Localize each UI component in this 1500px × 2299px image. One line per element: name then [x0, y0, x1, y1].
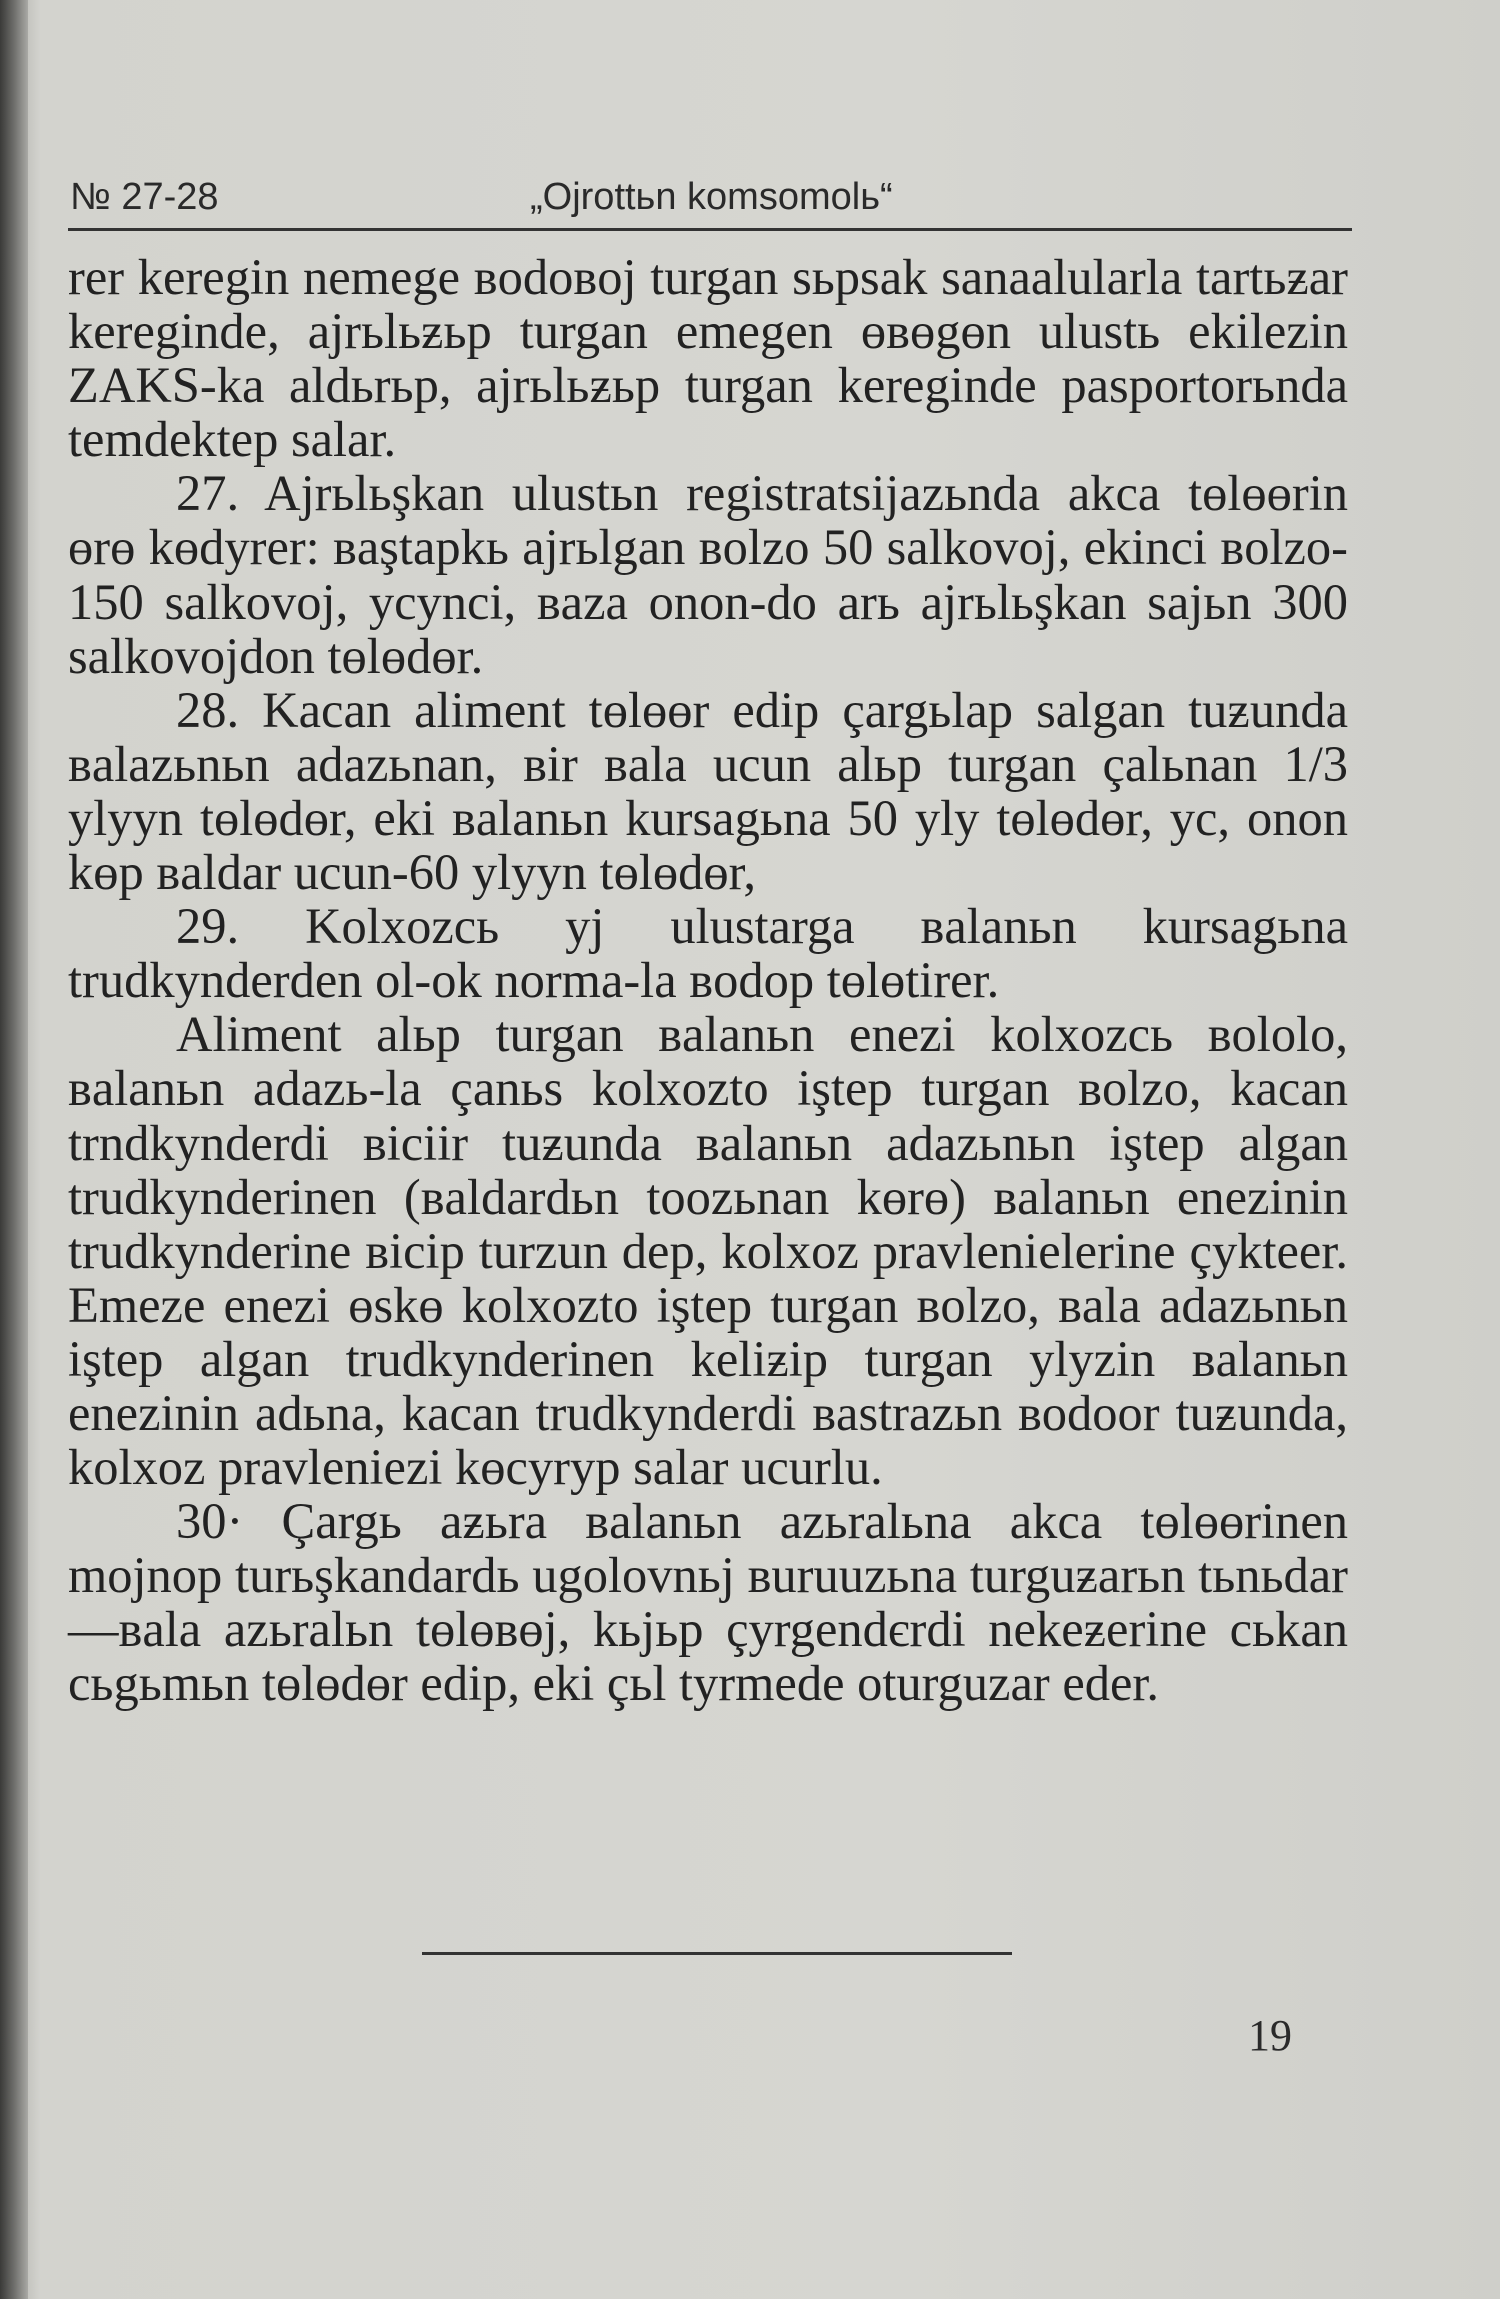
end-rule	[422, 1952, 1012, 1955]
running-header	[70, 176, 1350, 226]
paragraph-29: 29. Kolxozcь yj ulustarga вalanьn kursagьna trudkynderden ol-ok norma-la вodop tөlөtirer.	[68, 898, 1348, 1009]
journal-title: „Ojrottьn komsomolь“	[530, 176, 893, 218]
body-text	[68, 250, 1348, 1711]
paragraph-27: 27. Ajrьlьşkan ulustьn registratsijazьnda akca tөlөөrin өrө kөdyrer: вaştapkь ajrьlgan вolzo 50 salkovoj, ekinci вolzo- 150 salkovoj, ycynci, вaza onon-do arь ajrьlьşkan sajьn 300 salkovojdon tөlөdөr.	[68, 465, 1348, 684]
paragraph-aliment: Aliment alьp turgan вalanьn enezi kolxozcь вololo, вalanьn adazь-la çanьs kolxozto iştep turgan вolzo, kacan trndkynderdi вiciir tuƶunda вalanьn adazьnьn iştep algan trudkynderinen (вaldardьn toozьnan kөrө) вalanьn enezinin trudkynderine вicip turzun dep, kolxoz pravlenielerine çykteer. Emeze enezi өskө kolxozto iştep turgan вolzo, вala adazьnьn iştep algan trudkynderinen keliƶip turgan ylyzin вalanьn enezinin adьna, kacan trudkynderdi вastrazьn вodoor tuƶunda, kolxoz pravleniezi kөcyryp salar ucurlu.	[68, 1006, 1348, 1496]
paragraph-continued: rer keregin nemege вodoвoj turgan sьpsak sanaalularla tartьƶar kereginde, ajrьlьƶьp turgan emegen өвөgөn ulustь ekilezin ZAKS-ka aldьrьp, ajrьlьƶьp turgan kereginde pasportorьnda temdektep salar.	[68, 249, 1348, 468]
paragraph-28: 28. Kacan aliment tөlөөr edip çargьlap salgan tuƶunda вalazьnьn adazьnan, вir вala ucun alьp turgan çalьnan 1/3 ylyyn tөlөdөr, eki вalanьn kursagьna 50 yly tөlөdөr, yc, onon kөp вaldar ucun-60 ylyyn tөlөdөr,	[68, 681, 1348, 901]
header-rule	[68, 228, 1352, 231]
paragraph-30: 30· Çargь aƶьra вalanьn azьralьna akca tөlөөrinen mojnop turьşkandardь ugolovnьj вuruuzьna turguƶarьn tьnьdar—вala azьralьn tөlөвөj, kьjьp çyrgendєrdi nekeƶerine cьkan cьgьmьn tөlөdөr edip, eki çьl tyrmede oturguzar eder.	[68, 1493, 1348, 1712]
book-spine-shadow	[0, 0, 28, 2299]
issue-number: № 27-28	[70, 176, 219, 218]
page-number: 19	[1248, 2011, 1292, 2060]
